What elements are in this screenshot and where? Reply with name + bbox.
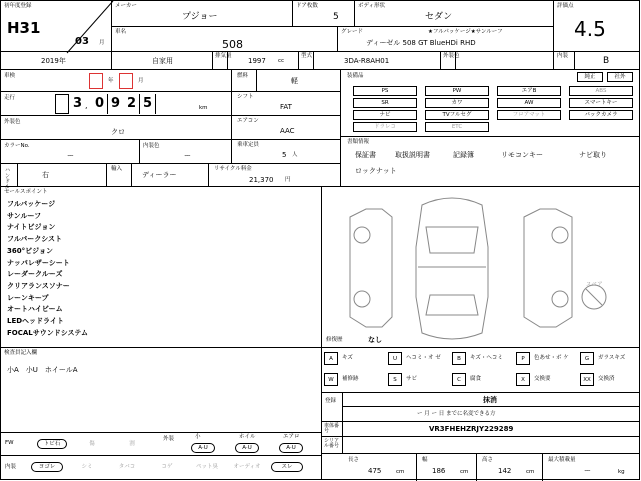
mileage-digit-5: 5 xyxy=(143,96,153,111)
repair-label: 修復歴 xyxy=(326,337,343,343)
equipment-item[interactable]: ETC xyxy=(425,122,489,132)
color-no-label: 外装色 xyxy=(443,53,460,59)
equipment-item[interactable]: ABS xyxy=(569,86,633,96)
registration-status-cell xyxy=(342,392,640,407)
legend-value: ガラスキズ xyxy=(598,355,626,361)
mileage-digit-3: 9 xyxy=(111,96,121,111)
equipment-item[interactable]: PS xyxy=(353,86,417,96)
disp-label-cell xyxy=(212,51,232,70)
sales-points-cell xyxy=(0,186,322,348)
model-value: 508 xyxy=(222,38,243,51)
int-color-label: 内装色 xyxy=(143,143,160,149)
width-unit: cm xyxy=(460,469,469,475)
interior-row-label: 内装 xyxy=(5,464,17,470)
ext-item-label: エアロ xyxy=(283,434,300,440)
capacity-unit: 人 xyxy=(292,152,298,158)
maker-value: プジョー xyxy=(182,12,218,22)
sales-point-item: サンルーフ xyxy=(7,211,42,220)
interior-label-cell xyxy=(553,51,575,70)
aircon-label: エアコン xyxy=(237,118,259,124)
equipment-item[interactable]: スマートキー xyxy=(569,98,633,108)
sales-point-item: LEDヘッドライト xyxy=(7,317,64,325)
repair-value: なし xyxy=(368,336,382,344)
equipment-label: 装備品 xyxy=(347,73,364,79)
ext-item-label: ホイル xyxy=(239,434,256,440)
color-no-cell-left xyxy=(0,139,140,164)
ext-item-option[interactable]: A·U xyxy=(191,443,215,453)
mileage-label: 走行 xyxy=(4,95,16,101)
sales-point-item: レーンキープ xyxy=(7,293,49,302)
mileage-unit: km xyxy=(199,105,208,111)
inspection-month-box[interactable] xyxy=(119,73,133,89)
inspection-month-unit: 月 xyxy=(138,78,144,84)
inspector-label: 検査員記入欄 xyxy=(4,350,38,356)
disp-cell xyxy=(227,51,299,70)
legend-value: 交換要 xyxy=(534,376,551,382)
year-value: 2019年 xyxy=(41,57,66,65)
height-label: 高さ xyxy=(482,457,494,463)
interior-row xyxy=(0,455,322,480)
grade-cell xyxy=(337,26,554,52)
equipment-item[interactable]: SR xyxy=(353,98,417,108)
legend-value: キズ・ヘコミ xyxy=(470,355,503,361)
legend-key: P xyxy=(516,352,530,365)
doors-cell xyxy=(292,0,355,27)
equipment-cell xyxy=(340,69,640,137)
grade-tag: ★フルパッケージ★サンルーフ xyxy=(428,29,503,35)
grade-label: グレード xyxy=(341,29,364,35)
first-reg-year: H31 xyxy=(7,19,41,37)
legend-value: キズ xyxy=(342,355,353,361)
sales-point-item: クリアランスソナー xyxy=(7,281,70,290)
body-label: ボディ形状 xyxy=(358,3,386,9)
legend-value: 補修跡 xyxy=(342,376,359,382)
mileage-box-blank xyxy=(55,94,69,114)
interior-item[interactable]: オーディオ xyxy=(233,464,261,470)
dims-divider xyxy=(416,454,417,481)
color-no-label-cell xyxy=(440,51,460,70)
interior-label: 内装 xyxy=(557,53,569,59)
type-cell xyxy=(313,51,441,70)
equipment-item[interactable]: ドラレコ xyxy=(353,122,417,132)
mileage-digit-2: 0 xyxy=(95,96,105,111)
genuine-box[interactable]: 純正 xyxy=(577,72,603,82)
doc-item: 保証書 xyxy=(355,151,376,159)
disp-unit: cc xyxy=(278,58,285,64)
doc-item: ナビ取り xyxy=(579,151,607,159)
width-value: 186 xyxy=(432,467,446,475)
serial-label-cell xyxy=(321,436,343,454)
inspector-note: 小A 小U ホイールA xyxy=(7,366,78,374)
interior-item[interactable]: ペット臭 xyxy=(195,464,218,470)
sales-point-item: レーダークルーズ xyxy=(7,270,63,279)
sales-point-item: オートハイビーム xyxy=(7,305,63,314)
mileage-sep xyxy=(107,94,108,114)
width-label: 幅 xyxy=(422,457,428,463)
serial-label: シリアル番号 xyxy=(324,438,340,449)
sales-point-item: ナイトビジョン xyxy=(7,223,56,232)
sales-point-item: ナッパレザーシート xyxy=(7,258,70,267)
interior-score: B xyxy=(603,56,610,66)
equipment-item[interactable]: カワ xyxy=(425,98,489,108)
ext-item-label: 小 xyxy=(195,434,201,440)
doc-item: 記録簿 xyxy=(453,151,474,159)
color-no-value: ー xyxy=(67,152,74,160)
year-cell xyxy=(0,51,112,70)
aircon-value: AAC xyxy=(280,127,295,135)
registration-label: 登録 xyxy=(325,398,337,404)
disp-value: 1997 xyxy=(248,57,266,65)
legend-key: G xyxy=(580,352,594,365)
dims-cell xyxy=(321,453,640,480)
doors-label: ドア枚数 xyxy=(296,3,318,9)
equipment-item[interactable]: PW xyxy=(425,86,489,96)
color-label: 外装色 xyxy=(4,119,21,125)
type-label: 型式 xyxy=(301,53,313,59)
car-diagram xyxy=(322,187,641,349)
serial-cell xyxy=(342,436,640,454)
equipment-item[interactable]: フロアマット xyxy=(497,110,561,120)
legend-key: C xyxy=(452,373,466,386)
legend-key: X xyxy=(516,373,530,386)
handle-label: ハンドル xyxy=(3,167,10,189)
registration-date: ー 月 ー 日 までに名変できる方 xyxy=(417,411,496,417)
recycle-cell xyxy=(208,163,341,187)
registration-date-cell xyxy=(342,406,640,422)
capacity-value: 5 xyxy=(282,151,287,159)
equipment-item[interactable]: AW xyxy=(497,98,561,108)
mileage-sep xyxy=(139,94,140,114)
vin-value: VR3FHEHZRJY229289 xyxy=(429,425,514,433)
color-cell xyxy=(0,115,232,140)
mileage-digit-4: 2 xyxy=(127,96,137,111)
dims-divider xyxy=(476,454,477,481)
equipment-item[interactable]: TVフルセグ xyxy=(425,110,489,120)
recycle-unit: 円 xyxy=(285,177,291,183)
maker-cell xyxy=(111,0,293,27)
legend-key: XX xyxy=(580,373,594,386)
score-cell xyxy=(553,0,640,52)
import-label: 輸入 xyxy=(111,166,123,172)
int-color-value: ー xyxy=(184,152,191,160)
color-no-cell xyxy=(455,51,554,70)
import-label-cell xyxy=(106,163,132,187)
fuel-label: 燃料 xyxy=(237,73,249,79)
body-cell xyxy=(354,0,554,27)
sales-point-item: フルパッケージ xyxy=(7,200,56,208)
legend-key: W xyxy=(324,373,338,386)
doc-extra: ロックナット xyxy=(355,167,397,175)
use-cell xyxy=(111,51,213,70)
fuel-cell xyxy=(256,69,341,92)
docs-label: 書類情報 xyxy=(347,139,370,145)
shift-cell xyxy=(231,91,341,116)
month-unit: 月 xyxy=(99,40,105,46)
int-color-cell xyxy=(139,139,232,164)
height-value: 142 xyxy=(498,467,512,475)
shift-value: FAT xyxy=(280,103,292,111)
interior-item[interactable]: シミ xyxy=(81,464,93,470)
sales-points-label: セールスポイント xyxy=(4,189,48,195)
interior-score-cell xyxy=(574,51,640,70)
score-label: 評価点 xyxy=(557,3,574,9)
load-unit: kg xyxy=(618,469,625,475)
mileage-digit-1: 3 xyxy=(73,96,83,111)
length-label: 長さ xyxy=(348,457,360,463)
legend-key: B xyxy=(452,352,466,365)
fw-label: FW xyxy=(5,440,14,446)
height-unit: cm xyxy=(526,469,535,475)
import-cell xyxy=(131,163,209,187)
sales-point-item: FOCALサウンドシステム xyxy=(7,328,89,337)
equipment-item[interactable]: エアB xyxy=(497,86,561,96)
first-reg-month: 03 xyxy=(75,36,89,47)
load-value: ー xyxy=(584,467,591,475)
legend-value: 交換済 xyxy=(598,376,615,382)
model-cell xyxy=(111,26,338,52)
fw-item[interactable]: トビ石 xyxy=(37,439,67,449)
inspector-cell xyxy=(0,347,322,433)
spare-label: スペア xyxy=(586,282,603,288)
length-value: 475 xyxy=(368,467,382,475)
legend-cell xyxy=(321,347,640,393)
vin-cell xyxy=(342,421,640,437)
legend-value: サビ xyxy=(406,376,418,382)
handle-cell xyxy=(17,163,107,187)
capacity-label: 乗車定員 xyxy=(237,142,260,148)
first-reg-label: 初年度登録 xyxy=(4,3,32,9)
import-value: ディーラー xyxy=(142,171,177,179)
inspection-cell xyxy=(0,69,232,92)
type-value: 3DA-R8AH01 xyxy=(344,57,390,65)
legend-value: ヘコミ・オ ゼ xyxy=(406,355,441,361)
doors-value: 5 xyxy=(333,12,339,22)
inspection-label: 車検 xyxy=(4,73,16,79)
equipment-item[interactable]: バックカメラ xyxy=(569,110,633,120)
legend-key: A xyxy=(324,352,338,365)
sales-point-item: フルパークシスト xyxy=(7,235,63,244)
legend-key: S xyxy=(388,373,402,386)
recycle-value: 21,370 xyxy=(249,176,274,184)
fw-item[interactable]: 傷 xyxy=(89,441,95,447)
dims-divider xyxy=(542,454,543,481)
aftermarket-box[interactable]: 社外 xyxy=(607,72,633,82)
legend-key: U xyxy=(388,352,402,365)
legend-value: 腐食 xyxy=(470,376,482,382)
docs-cell xyxy=(340,136,640,187)
interior-item[interactable]: タバコ xyxy=(118,464,136,470)
capacity-cell xyxy=(231,139,341,164)
ext-label: 外装 xyxy=(163,436,175,442)
vin-label: 車体番号 xyxy=(324,423,340,434)
interior-item[interactable]: スレ xyxy=(271,462,303,472)
ext-item-option[interactable]: A·U xyxy=(279,443,303,453)
diagram-cell xyxy=(321,186,640,348)
aircon-cell xyxy=(231,115,341,140)
doc-item: 取扱説明書 xyxy=(395,151,430,159)
body-value: セダン xyxy=(425,12,453,22)
doc-item: リモコンキー xyxy=(501,151,543,159)
ext-item-option[interactable]: A·U xyxy=(235,443,259,453)
handle-value: 右 xyxy=(42,171,49,179)
fw-item[interactable]: 割 xyxy=(129,441,135,447)
color-value: クロ xyxy=(111,128,125,136)
recycle-label: リサイクル料金 xyxy=(214,166,252,172)
color-no-label: カラーNo. xyxy=(4,143,30,149)
grade-value: ディーゼル 508 GT BlueHDi RHD xyxy=(366,39,476,47)
inspection-year-unit: 年 xyxy=(108,78,114,84)
score-value: 4.5 xyxy=(574,17,606,41)
mileage-cell xyxy=(0,91,232,116)
maker-label: メーカー xyxy=(115,3,137,9)
mileage-sep xyxy=(155,94,156,114)
type-label-cell xyxy=(298,51,314,70)
fw-row xyxy=(0,432,322,456)
length-unit: cm xyxy=(396,469,405,475)
vin-label-cell xyxy=(321,421,343,437)
interior-item[interactable]: ヨゴレ xyxy=(31,462,63,472)
registration-status: 抹消 xyxy=(483,396,497,404)
registration-label-cell xyxy=(321,392,343,422)
fuel-label-cell xyxy=(231,69,257,92)
fuel-value: 軽 xyxy=(291,77,298,85)
mileage-comma: , xyxy=(85,101,88,110)
equipment-item[interactable]: ナビ xyxy=(353,110,417,120)
model-label: 車名 xyxy=(115,29,127,35)
load-label: 最大積載量 xyxy=(548,457,576,463)
shift-label: シフト xyxy=(237,94,254,100)
legend-value: 色あせ・ボ ケ xyxy=(534,355,569,361)
sales-point-item: 360°ビジョン xyxy=(7,246,53,255)
inspection-year-box[interactable] xyxy=(89,73,103,89)
first-reg-cell xyxy=(0,0,112,52)
disp-label: 排気量 xyxy=(215,53,232,59)
interior-item[interactable]: コゲ xyxy=(161,464,173,470)
use-value: 自家用 xyxy=(152,57,173,65)
handle-label-cell xyxy=(0,163,18,187)
